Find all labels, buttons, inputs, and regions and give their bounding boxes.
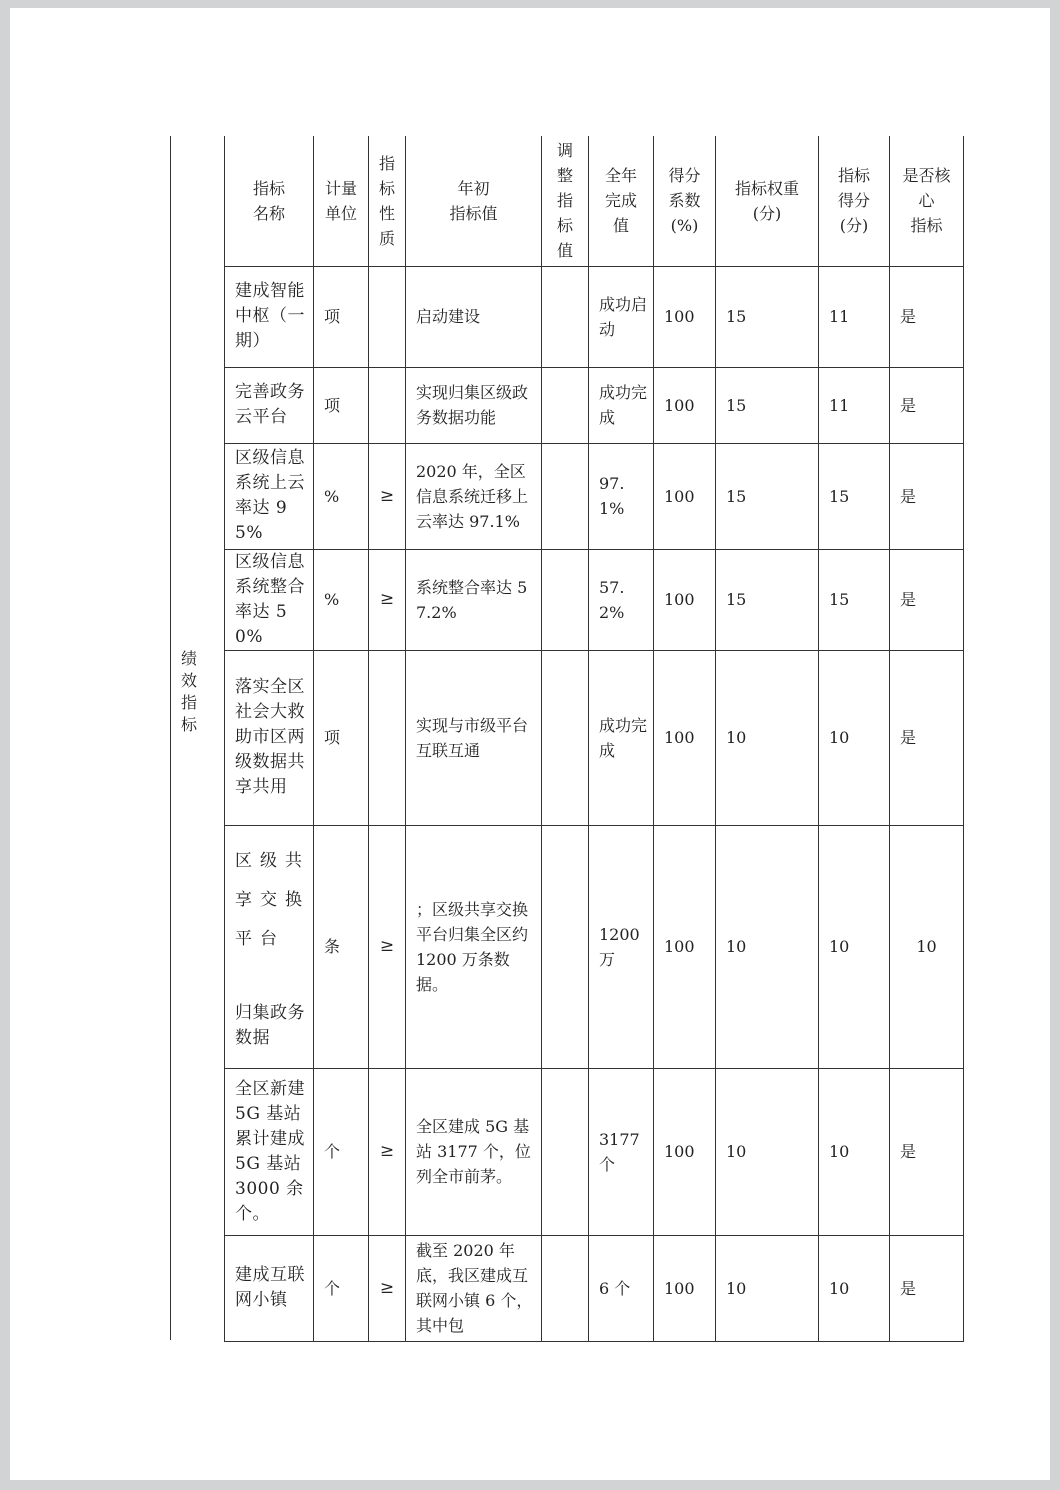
table-row — [225, 266, 964, 367]
header-unit: 计量 单位 — [314, 136, 369, 266]
cell-completed: 成功完成 — [589, 650, 654, 825]
cell-core: 10 — [890, 825, 964, 1068]
cell-completed: 3177个 — [589, 1068, 654, 1235]
cell-completed: 6 个 — [589, 1235, 654, 1341]
cell-weight: 10 — [716, 1235, 819, 1341]
cell-name: 建成互联网小镇 — [225, 1235, 314, 1341]
cell-adjusted — [542, 825, 589, 1068]
cell-weight: 10 — [716, 650, 819, 825]
cell-score: 10 — [819, 1068, 890, 1235]
cell-coefficient: 100 — [654, 1235, 716, 1341]
table-row — [225, 1068, 964, 1235]
header-row — [225, 136, 964, 266]
cell-nature: ≥ — [369, 825, 406, 1068]
cell-unit: 条 — [314, 825, 369, 1068]
left-border-line — [170, 136, 171, 1340]
header-adjusted-target: 调 整 指 标 值 — [542, 136, 589, 266]
cell-unit: 项 — [314, 266, 369, 367]
header-score-coefficient: 得分 系数 (%) — [654, 136, 716, 266]
cell-score: 11 — [819, 367, 890, 443]
cell-core: 是 — [890, 1068, 964, 1235]
cell-completed: 97.1% — [589, 443, 654, 549]
cell-nature — [369, 266, 406, 367]
cell-weight: 15 — [716, 367, 819, 443]
header-annual-completion: 全年 完成 值 — [589, 136, 654, 266]
cell-score: 10 — [819, 825, 890, 1068]
cell-name: 区级信息系统整合率达 50% — [225, 549, 314, 650]
cell-coefficient: 100 — [654, 549, 716, 650]
side-label-performance-indicators: 绩效指标 — [180, 649, 197, 734]
cell-completed: 1200万 — [589, 825, 654, 1068]
cell-score: 15 — [819, 549, 890, 650]
cell-name: 全区新建 5G 基站累计建成 5G 基站 3000 余个。 — [225, 1068, 314, 1235]
cell-initial: 启动建设 — [406, 266, 542, 367]
table-row — [225, 549, 964, 650]
cell-core: 是 — [890, 1235, 964, 1341]
cell-initial: 截至 2020 年底，我区建成互联网小镇 6 个，其中包 — [406, 1235, 542, 1341]
cell-core: 是 — [890, 367, 964, 443]
cell-adjusted — [542, 367, 589, 443]
cell-core: 是 — [890, 650, 964, 825]
cell-adjusted — [542, 549, 589, 650]
cell-nature: ≥ — [369, 443, 406, 549]
cell-adjusted — [542, 443, 589, 549]
cell-coefficient: 100 — [654, 266, 716, 367]
cell-name-top: 区级共享交换平台 — [235, 851, 310, 949]
cell-weight: 10 — [716, 1068, 819, 1235]
cell-core: 是 — [890, 549, 964, 650]
cell-coefficient: 100 — [654, 443, 716, 549]
document-page — [10, 8, 1050, 1480]
cell-weight: 15 — [716, 549, 819, 650]
cell-completed: 57.2% — [589, 549, 654, 650]
cell-unit: % — [314, 549, 369, 650]
cell-name-bottom: 归集政务数据 — [235, 1003, 305, 1048]
cell-nature — [369, 650, 406, 825]
cell-score: 10 — [819, 1235, 890, 1341]
cell-score: 11 — [819, 266, 890, 367]
cell-unit: 项 — [314, 367, 369, 443]
cell-initial: 实现归集区级政务数据功能 — [406, 367, 542, 443]
cell-name — [225, 825, 314, 1068]
cell-score: 10 — [819, 650, 890, 825]
cell-unit: 项 — [314, 650, 369, 825]
header-initial-target: 年初 指标值 — [406, 136, 542, 266]
cell-unit: % — [314, 443, 369, 549]
table-row — [225, 650, 964, 825]
cell-initial: 实现与市级平台互联互通 — [406, 650, 542, 825]
cell-name: 落实全区社会大救助市区两级数据共享共用 — [225, 650, 314, 825]
header-nature: 指 标 性 质 — [369, 136, 406, 266]
cell-initial: 系统整合率达 57.2% — [406, 549, 542, 650]
table-row — [225, 825, 964, 1068]
cell-completed: 成功完成 — [589, 367, 654, 443]
cell-nature: ≥ — [369, 1235, 406, 1341]
cell-adjusted — [542, 266, 589, 367]
cell-initial: 全区建成 5G 基站 3177 个，位列全市前茅。 — [406, 1068, 542, 1235]
table-row — [225, 367, 964, 443]
cell-nature: ≥ — [369, 549, 406, 650]
cell-core: 是 — [890, 266, 964, 367]
cell-initial: ；区级共享交换平台归集全区约 1200 万条数据。 — [406, 825, 542, 1068]
cell-unit: 个 — [314, 1068, 369, 1235]
cell-adjusted — [542, 650, 589, 825]
cell-nature — [369, 367, 406, 443]
cell-completed: 成功启动 — [589, 266, 654, 367]
cell-adjusted — [542, 1235, 589, 1341]
cell-name: 建成智能中枢（一期） — [225, 266, 314, 367]
header-weight: 指标权重 (分) — [716, 136, 819, 266]
cell-nature: ≥ — [369, 1068, 406, 1235]
cell-coefficient: 100 — [654, 825, 716, 1068]
cell-coefficient: 100 — [654, 1068, 716, 1235]
cell-coefficient: 100 — [654, 650, 716, 825]
cell-name: 区级信息系统上云率达 95% — [225, 443, 314, 549]
header-core-indicator: 是否核 心 指标 — [890, 136, 964, 266]
table-row — [225, 443, 964, 549]
cell-unit: 个 — [314, 1235, 369, 1341]
cell-core: 是 — [890, 443, 964, 549]
header-indicator-name: 指标 名称 — [225, 136, 314, 266]
header-score: 指标 得分 (分) — [819, 136, 890, 266]
cell-weight: 10 — [716, 825, 819, 1068]
table-row — [225, 1235, 964, 1341]
cell-weight: 15 — [716, 443, 819, 549]
cell-coefficient: 100 — [654, 367, 716, 443]
cell-score: 15 — [819, 443, 890, 549]
cell-name: 完善政务云平台 — [225, 367, 314, 443]
cell-adjusted — [542, 1068, 589, 1235]
cell-weight: 15 — [716, 266, 819, 367]
cell-initial: 2020 年，全区信息系统迁移上云率达 97.1% — [406, 443, 542, 549]
performance-indicator-table — [224, 136, 964, 1342]
